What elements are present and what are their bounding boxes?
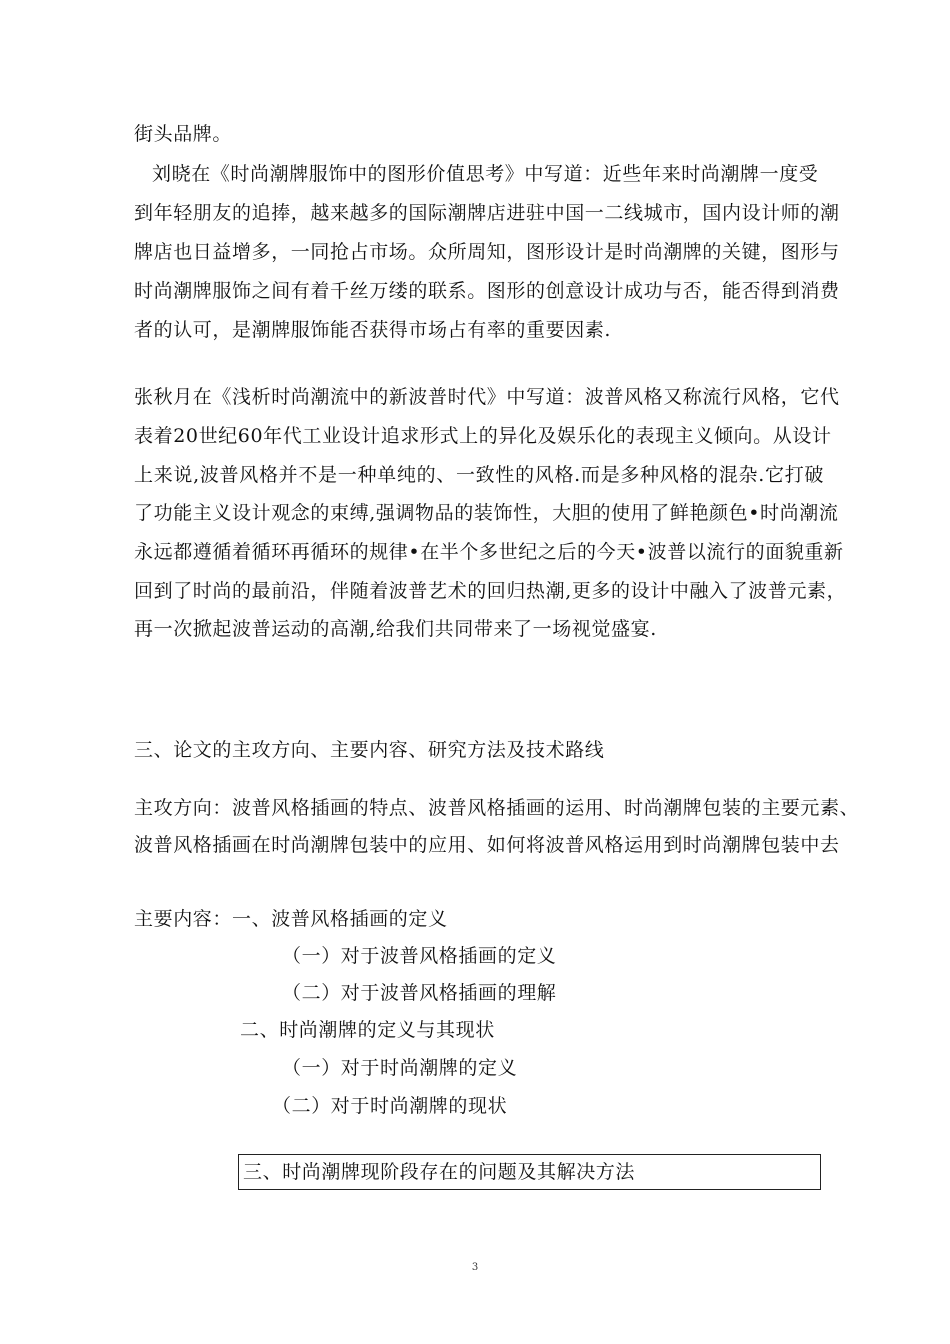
- paragraph-line: 了功能主义设计观念的束缚,强调物品的装饰性，大胆的使用了鲜艳颜色•时尚潮流: [134, 502, 839, 524]
- outline-item: （二）对于时尚潮牌的现状: [272, 1095, 508, 1117]
- paragraph-line: 者的认可，是潮牌服饰能否获得市场占有率的重要因素.: [134, 319, 612, 341]
- paragraph-line: 永远都遵循着循环再循环的规律•在半个多世纪之后的今天•波普以流行的面貌重新: [134, 541, 844, 563]
- outline-item: （二）对于波普风格插画的理解: [282, 982, 557, 1004]
- direction-line: 主攻方向：波普风格插画的特点、波普风格插画的运用、时尚潮牌包装的主要元素、: [134, 797, 860, 819]
- page-number: 3: [471, 1262, 479, 1273]
- direction-line: 波普风格插画在时尚潮牌包装中的应用、如何将波普风格运用到时尚潮牌包装中去: [134, 834, 840, 856]
- paragraph-line: 牌店也日益增多，一同抢占市场。众所周知，图形设计是时尚潮牌的关键，图形与: [134, 241, 840, 263]
- content-label: 主要内容：一、波普风格插画的定义: [134, 908, 448, 930]
- paragraph-line: 时尚潮牌服饰之间有着千丝万缕的联系。图形的创意设计成功与否，能否得到消费: [134, 280, 840, 302]
- paragraph-line: 到年轻朋友的追捧，越来越多的国际潮牌店进驻中国一二线城市，国内设计师的潮: [134, 202, 840, 224]
- paragraph-line: 回到了时尚的最前沿，伴随着波普艺术的回归热潮,更多的设计中融入了波普元素，: [134, 580, 847, 602]
- outline-item: （一）对于波普风格插画的定义: [282, 945, 557, 967]
- paragraph-line: 表着20世纪60年代工业设计追求形式上的异化及娱乐化的表现主义倾向。从设计: [134, 425, 832, 447]
- paragraph-intro-line: 街头品牌。: [134, 123, 233, 145]
- section-heading: 三、论文的主攻方向、主要内容、研究方法及技术路线: [134, 739, 605, 761]
- outline-item: （一）对于时尚潮牌的定义: [282, 1057, 518, 1079]
- boxed-outline-item: 三、时尚潮牌现阶段存在的问题及其解决方法: [238, 1154, 821, 1190]
- paragraph-line: 上来说,波普风格并不是一种单纯的、一致性的风格.而是多种风格的混杂.它打破: [134, 464, 824, 486]
- paragraph-line: 再一次掀起波普运动的高潮,给我们共同带来了一场视觉盛宴.: [134, 618, 657, 640]
- paragraph-line: 张秋月在《浅析时尚潮流中的新波普时代》中写道：波普风格又称流行风格，它代: [134, 386, 840, 408]
- outline-item: 二、时尚潮牌的定义与其现状: [240, 1019, 495, 1041]
- paragraph-line: 刘晓在《时尚潮牌服饰中的图形价值思考》中写道：近些年来时尚潮牌一度受: [152, 163, 819, 185]
